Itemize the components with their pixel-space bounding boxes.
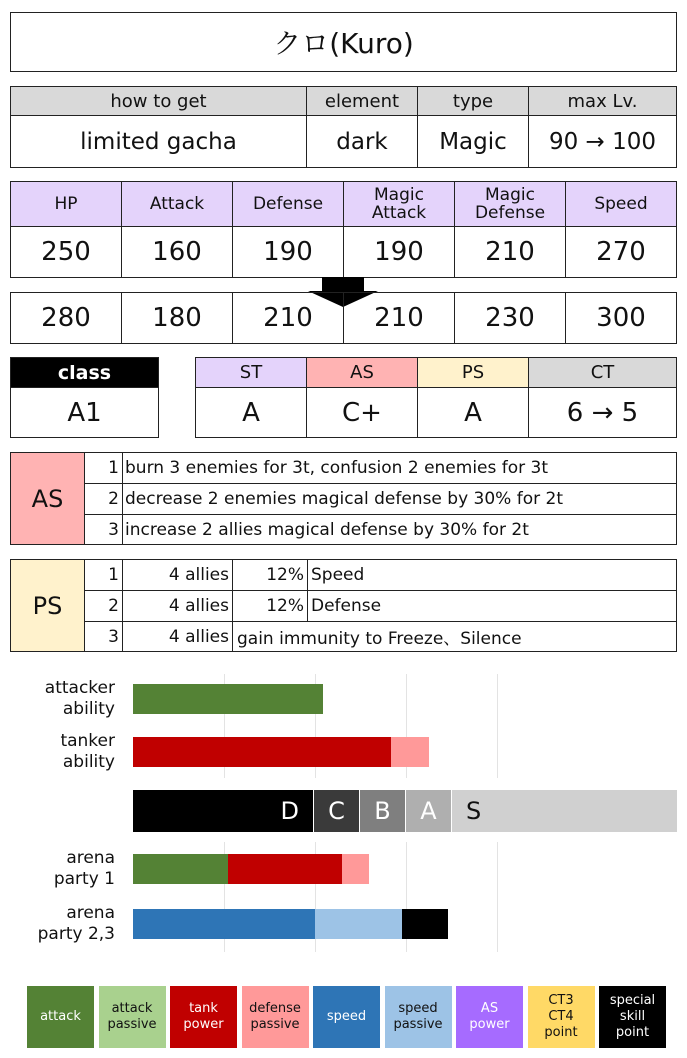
tier-C: C xyxy=(313,790,359,832)
stat-header-speed: Speed xyxy=(566,182,676,226)
tier-S: S xyxy=(451,790,677,832)
rank-ps: A xyxy=(418,388,529,437)
upgraded-stats-table xyxy=(10,292,677,344)
as-row-2-num: 2 xyxy=(108,489,119,509)
stat-header-attack: Attack xyxy=(122,182,233,226)
legend-as-power: AS power xyxy=(456,986,523,1048)
character-title: クロ(Kuro) xyxy=(10,12,677,72)
tanker-ability-bar-defense-passive xyxy=(391,737,429,767)
rank-as: C+ xyxy=(307,388,418,437)
class-box xyxy=(10,357,159,438)
ps-row-2-amount: 12% xyxy=(266,596,304,616)
stat-base-magic-defense: 210 xyxy=(455,227,566,277)
stat-base-hp: 250 xyxy=(11,227,122,277)
stat-upgraded-magic-attack: 210 xyxy=(344,293,455,343)
attacker-ability-bar-attack xyxy=(133,684,323,714)
stat-base-attack: 160 xyxy=(122,227,233,277)
legend-defense-passive: defense passive xyxy=(242,986,309,1048)
stat-upgraded-attack: 180 xyxy=(122,293,233,343)
legend-attack: attack xyxy=(27,986,94,1048)
class-header: class xyxy=(11,358,158,387)
info-header-type: type xyxy=(418,87,529,115)
legend-ct3-ct4-point: CT3 CT4 point xyxy=(528,986,595,1048)
as-row-2-text: decrease 2 enemies magical defense by 30% for 2t xyxy=(125,489,563,509)
arena-party-2-3-bar-speed-passive xyxy=(315,909,402,939)
rank-header-ps: PS xyxy=(418,358,529,387)
rank-header-as: AS xyxy=(307,358,418,387)
legend-speed: speed xyxy=(313,986,380,1048)
as-row-1-text: burn 3 enemies for 3t, confusion 2 enemies for 3t xyxy=(125,458,549,478)
info-header-max-lv: max Lv. xyxy=(529,87,676,115)
as-row-1-num: 1 xyxy=(108,458,119,478)
tier-D: D xyxy=(133,790,313,832)
stats-table xyxy=(10,181,677,278)
ps-table xyxy=(10,559,677,652)
class-value: A1 xyxy=(67,397,102,428)
arena-party-2-3-bar-speed xyxy=(133,909,315,939)
info-type: Magic xyxy=(418,116,529,167)
arena-party-1-label: arena party 1 xyxy=(53,848,115,889)
arena-party-2-3-label: arena party 2,3 xyxy=(37,903,115,944)
ps-row-2-target: 4 allies xyxy=(168,596,229,616)
info-max-lv: 90 → 100 xyxy=(548,128,657,155)
arena-party-2-3-bar-special-skill-point xyxy=(402,909,448,939)
rank-header-st: ST xyxy=(196,358,307,387)
stat-base-magic-attack: 190 xyxy=(344,227,455,277)
info-table xyxy=(10,86,677,168)
tanker-ability-bar-tank-power xyxy=(133,737,391,767)
ps-row-2-num: 2 xyxy=(108,596,119,616)
rank-ct: 6 → 5 xyxy=(566,397,639,428)
ps-row-1-effect: Speed xyxy=(311,565,365,585)
stat-base-speed: 270 xyxy=(596,237,646,267)
arena-party-1-bar-defense-passive xyxy=(342,854,369,884)
arena-party-1-bar-tank-power xyxy=(228,854,342,884)
tier-A: A xyxy=(405,790,451,832)
ps-row-1-target: 4 allies xyxy=(168,565,229,585)
stat-header-defense: Defense xyxy=(233,182,344,226)
tier-B: B xyxy=(359,790,405,832)
stat-upgraded-magic-defense: 230 xyxy=(455,293,566,343)
stat-header-hp: HP xyxy=(11,182,122,226)
legend-special-skill-point: special skill point xyxy=(599,986,666,1048)
stat-upgraded-hp: 280 xyxy=(11,293,122,343)
stat-header-magic-attack: Magic Attack xyxy=(344,182,455,226)
legend-speed-passive: speed passive xyxy=(385,986,452,1048)
ps-row-3-target: 4 allies xyxy=(168,626,229,647)
ps-row-3-num: 3 xyxy=(108,626,119,647)
as-label: AS xyxy=(11,453,85,544)
info-header-how-to-get: how to get xyxy=(11,87,307,115)
info-header-element: element xyxy=(307,87,418,115)
rank-header-ct: CT xyxy=(529,358,676,387)
legend-tank-power: tank power xyxy=(170,986,237,1048)
gridline xyxy=(497,842,498,952)
tanker-ability-label: tanker ability xyxy=(60,731,115,772)
stat-base-defense: 190 xyxy=(233,227,344,277)
legend-attack-passive: attack passive xyxy=(99,986,166,1048)
ranks-table xyxy=(195,357,677,438)
as-row-3-num: 3 xyxy=(108,519,119,540)
stat-header-magic-defense: Magic Defense xyxy=(455,182,566,226)
gridline xyxy=(497,674,498,778)
arena-party-1-bar-attack xyxy=(133,854,228,884)
ps-row-1-amount: 12% xyxy=(266,565,304,585)
as-row-3-text: increase 2 allies magical defense by 30% for 2t xyxy=(125,519,529,540)
rank-st: A xyxy=(196,388,307,437)
stat-upgraded-speed: 300 xyxy=(596,303,646,333)
ps-row-1-num: 1 xyxy=(108,565,119,585)
info-element: dark xyxy=(307,116,418,167)
ps-label: PS xyxy=(11,560,85,651)
stat-upgraded-defense: 210 xyxy=(233,293,344,343)
as-table xyxy=(10,452,677,545)
attacker-ability-label: attacker ability xyxy=(44,678,115,719)
ps-row-2-effect: Defense xyxy=(311,596,382,616)
ps-row-3-effect: gain immunity to Freeze、Silence xyxy=(237,629,522,649)
info-how-to-get: limited gacha xyxy=(11,116,307,167)
